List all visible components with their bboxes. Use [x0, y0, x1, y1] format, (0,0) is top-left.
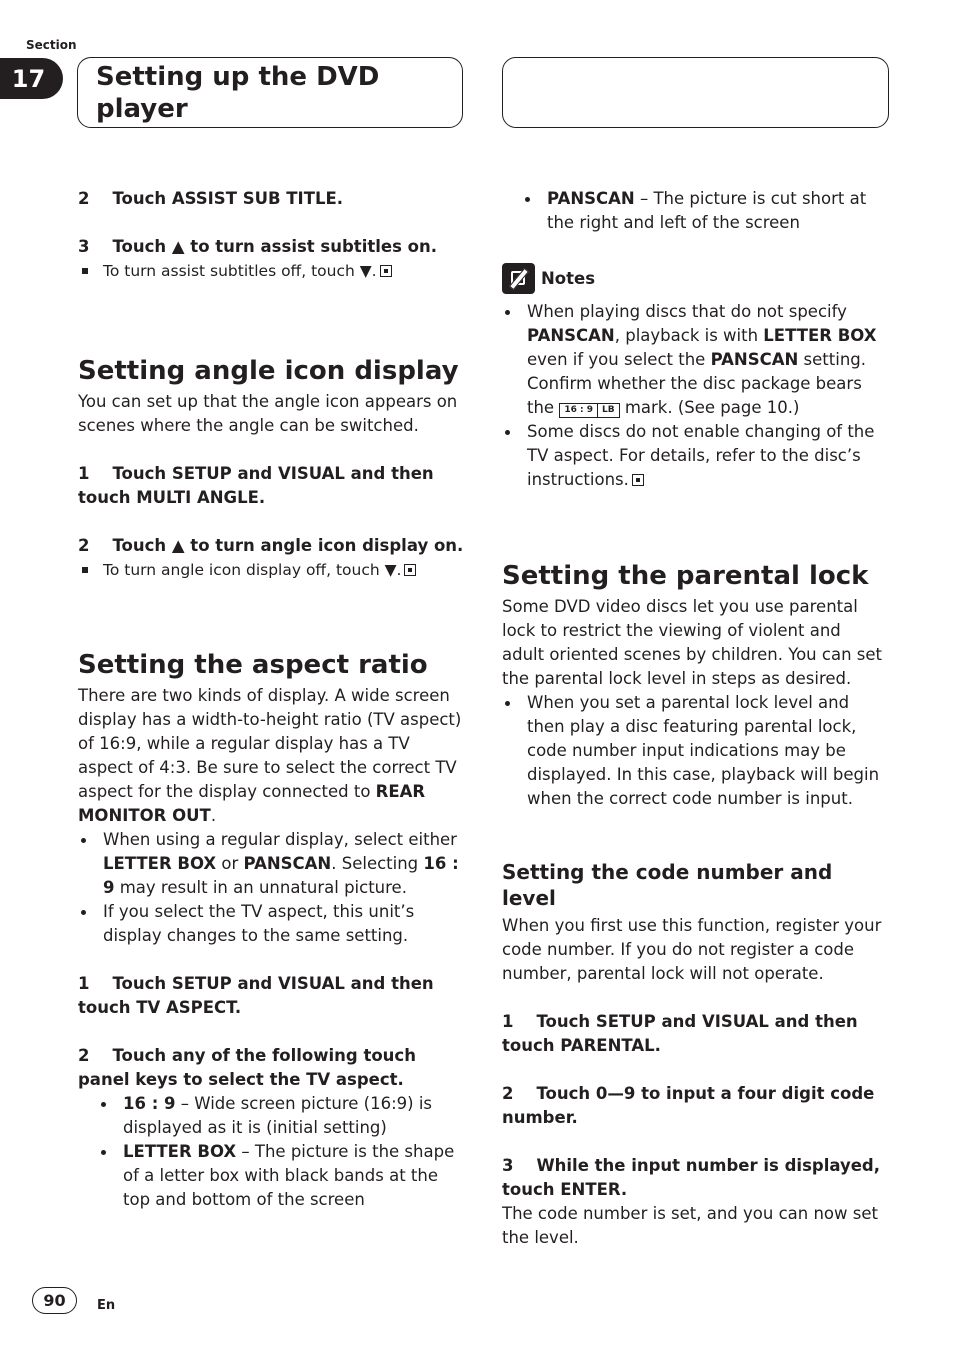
list-item: 16 : 9 – Wide screen picture (16:9) is displayed as it is (initial setting) — [78, 1092, 463, 1140]
section-label: Section — [26, 38, 77, 52]
aspect-step-1: 1 Touch SETUP and VISUAL and then touch TV ASPECT. — [78, 974, 440, 1017]
list-item: When using a regular display, select either LETTER BOX or PANSCAN. Selecting 16 : 9 may result in an unnatural picture. — [78, 828, 463, 900]
square-bullet-icon — [82, 567, 88, 573]
heading-angle: Setting angle icon display — [78, 356, 459, 386]
parental-intro: Some DVD video discs let you use parental lock to restrict the viewing of violent and adult oriented scenes by children. You can set the parental lock level in steps as desired. — [502, 597, 882, 688]
page-number: 90 — [32, 1287, 77, 1314]
notes-list — [502, 300, 887, 492]
code-result: The code number is set, and you can now set the level. — [502, 1204, 878, 1247]
language-label: En — [97, 1298, 116, 1313]
list-item: Some discs do not enable changing of the TV aspect. For details, refer to the disc’s instructions. — [502, 420, 887, 492]
aspect-options — [78, 1092, 463, 1212]
angle-step-2: 2 Touch ▲ to turn angle icon display on. — [78, 536, 464, 555]
header-empty-box — [502, 57, 889, 128]
step-assist-3: 3 Touch ▲ to turn assist subtitles on. — [78, 237, 437, 256]
end-mark-icon — [380, 265, 392, 277]
list-item: PANSCAN – The picture is cut short at the right and left of the screen — [502, 187, 887, 235]
square-bullet-icon — [82, 268, 88, 274]
heading-aspect: Setting the aspect ratio — [78, 650, 428, 680]
code-step-3: 3 While the input number is displayed, touch ENTER. — [502, 1156, 886, 1199]
angle-intro: You can set up that the angle icon appears on scenes where the angle can be switched. — [78, 392, 458, 435]
end-mark-icon — [632, 474, 644, 486]
code-step-2: 2 Touch 0—9 to input a four digit code number. — [502, 1084, 881, 1127]
heading-code: Setting the code number and level — [502, 860, 833, 910]
aspect-step-2: 2 Touch any of the following touch panel keys to select the TV aspect. — [78, 1046, 422, 1089]
code-intro: When you first use this function, register your code number. If you do not register a code number, parental lock will not operate. — [502, 916, 882, 983]
end-mark-icon — [404, 564, 416, 576]
aspect-bullets — [78, 828, 463, 948]
parental-bullets — [502, 691, 887, 811]
list-item: When playing discs that do not specify PANSCAN, playback is with LETTER BOX even if you select the PANSCAN setting. Confirm whether the disc package bears the 16 : 9 LB mark. (See page 10.) — [502, 300, 887, 420]
aspect-options-cont — [502, 187, 887, 235]
section-number-badge: 17 — [0, 58, 63, 99]
letterbox-mark-icon: 16 : 9 LB — [559, 403, 619, 418]
list-item: LETTER BOX – The picture is the shape of a letter box with black bands at the top and bottom of the screen — [78, 1140, 463, 1212]
list-item: When you set a parental lock level and then play a disc featuring parental lock, code number input indications may be displayed. In this case, playback will begin when the correct code number is input. — [502, 691, 887, 811]
heading-parental: Setting the parental lock — [502, 561, 869, 591]
note-angle: To turn angle icon display off, touch ▼. — [78, 558, 463, 582]
step-assist-2: 2 Touch ASSIST SUB TITLE. — [78, 189, 343, 208]
left-column — [78, 187, 463, 1212]
right-column — [502, 187, 887, 1250]
notes-pencil-icon — [502, 263, 535, 294]
code-step-1: 1 Touch SETUP and VISUAL and then touch PARENTAL. — [502, 1012, 864, 1055]
aspect-intro: There are two kinds of display. A wide screen display has a width-to-height ratio (TV aspect) of 16:9, while a regular display has a TV aspect of 4:3. Be sure to select the correct TV aspect for the display connected to REAR MONITOR OUT. — [78, 686, 462, 825]
note-assist: To turn assist subtitles off, touch ▼. — [78, 259, 463, 283]
list-item: If you select the TV aspect, this unit’s display changes to the same setting. — [78, 900, 463, 948]
chapter-title: Setting up the DVD player — [77, 57, 463, 128]
notes-header: Notes — [502, 263, 887, 294]
angle-step-1: 1 Touch SETUP and VISUAL and then touch MULTI ANGLE. — [78, 464, 440, 507]
